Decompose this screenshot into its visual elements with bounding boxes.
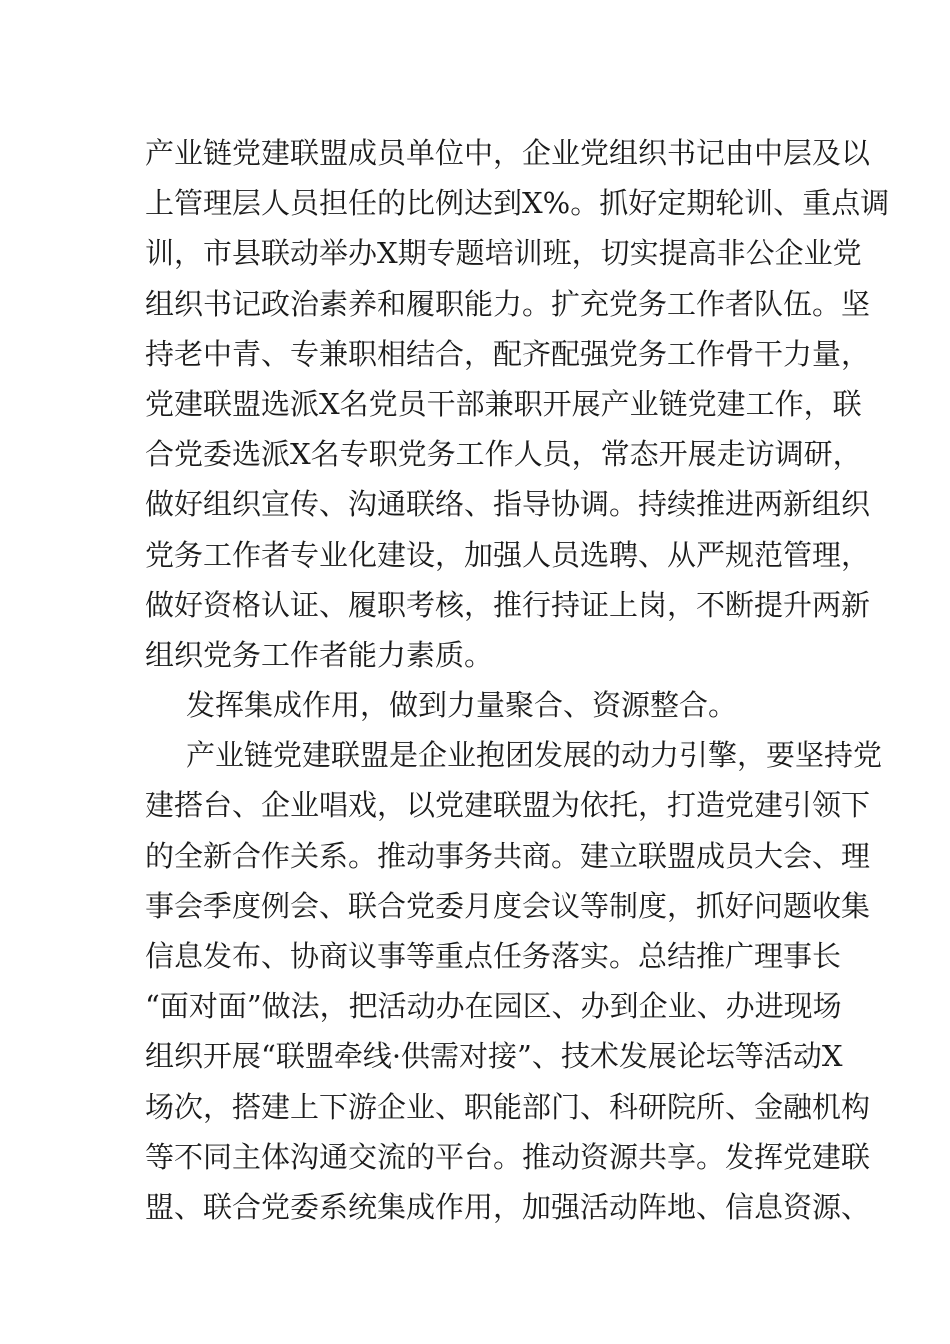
text-line: 做好资格认证、履职考核，推行持证上岗，不断提升两新 [145, 587, 871, 622]
text-line: 事会季度例会、联合党委月度会议等制度，抓好问题收集 [145, 888, 871, 923]
text-line: 党建联盟选派X名党员干部兼职开展产业链党建工作，联 [145, 386, 862, 421]
text-line: 等不同主体沟通交流的平台。推动资源共享。发挥党建联 [145, 1139, 871, 1174]
text-line: 党务工作者专业化建设，加强人员选聘、从严规范管理， [145, 537, 871, 572]
text-line: 组织开展“联盟牵线·供需对接”、技术发展论坛等活动X [145, 1039, 843, 1074]
text-line: 上管理层人员担任的比例达到X%。抓好定期轮训、重点调 [145, 186, 890, 221]
text-line: “面对面”做法，把活动办在园区、办到企业、办进现场 [145, 989, 842, 1024]
text-line: 合党委选派X名专职党务工作人员，常态开展走访调研， [145, 437, 862, 472]
text-line: 盟、联合党委系统集成作用，加强活动阵地、信息资源、 [145, 1189, 871, 1224]
body-text [145, 128, 890, 1232]
text-line: 信息发布、协商议事等重点任务落实。总结推广理事长 [145, 939, 842, 973]
text-line: 训，市县联动举办X期专题培训班，切实提高非公企业党 [145, 236, 862, 271]
paragraph-body [145, 730, 883, 1232]
heading-line: 发挥集成作用，做到力量聚合、资源整合。 [186, 688, 738, 723]
text-line: 建搭台、企业唱戏，以党建联盟为依托，打造党建引领下 [145, 788, 871, 823]
text-line: 产业链党建联盟成员单位中，企业党组织书记由中层及以 [145, 136, 871, 170]
section-heading [145, 680, 815, 730]
text-line: 持老中青、专兼职相结合，配齐配强党务工作骨干力量， [145, 336, 871, 371]
text-line: 做好组织宣传、沟通联络、指导协调。持续推进两新组织 [145, 487, 871, 522]
text-line: 产业链党建联盟是企业抱团发展的动力引擎，要坚持党 [186, 738, 883, 773]
text-line: 的全新合作关系。推动事务共商。建立联盟成员大会、理 [145, 838, 871, 873]
text-line: 组织书记政治素养和履职能力。扩充党务工作者队伍。坚 [145, 286, 871, 321]
text-line: 组织党务工作者能力素质。 [145, 637, 494, 672]
text-line: 场次，搭建上下游企业、职能部门、科研院所、金融机构 [145, 1089, 871, 1124]
paragraph-continuation [145, 128, 890, 680]
